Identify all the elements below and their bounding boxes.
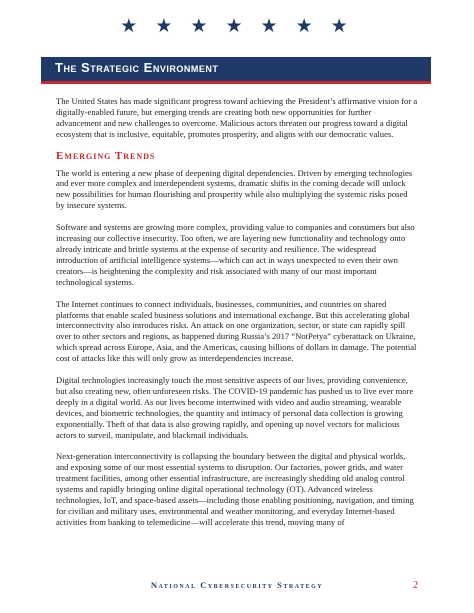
page-number: 2 <box>413 580 418 591</box>
footer-document-title: National Cybersecurity Strategy <box>150 580 324 590</box>
body-paragraph: The Internet continues to connect individuals, businesses, communities, and countries on shared platforms that enable scaled business solutions and international exchange. But this accelerating global interconnectivity also introduces risks. An attack on one organization, sector, or state can rapidly spill over to other sectors and regions, as happened during Russia’s 2017 “NotPetya” cyberattack on Ukraine, which spread across Europe, Asia, and the Americas, causing billions of dollars in damage. The potential cost of attacks like this will only grow as interdependencies increase. <box>56 298 417 364</box>
body-paragraph: Next-generation interconnectivity is collapsing the boundary between the digital and physical worlds, and exposing some of our most essential systems to disruption. Our factories, power grids, and water treatment facilities, among other essential infrastructure, are increasingly shedding old analog control systems and rapidly bringing online digital operational technology (OT). Advanced wireless technologies, IoT, and space-based assets—including those enabling positioning, navigation, and timing for civilian and military uses, environmental and weather monitoring, and everyday Internet-based activities from banking to telemedicine—will accelerate this trend, moving many of <box>56 451 414 527</box>
intro-paragraph: The United States has made significant progress toward achieving the President’s affirmative vision for a digitally-enabled future, but emerging trends are creating both new opportunities for further advancement and new challenges to overcome. Malicious actors threaten our progress toward a digital ecosystem that is inclusive, equitable, promotes prosperity, and aligns with our democratic values. <box>56 96 418 139</box>
page-footer <box>0 580 474 594</box>
body-paragraph: Digital technologies increasingly touch the most sensitive aspects of our lives, providing convenience, but also creating new, often unforeseen risks. The COVID-19 pandemic has pushed us to live ever more deeply in a digital world. As our lives become intertwined with video and audio streaming, wearable devices, and biometric technologies, the quantity and intimacy of personal data collection is growing exponentially. Theft of that data is also growing rapidly, and opening up novel vectors for malicious actors to surveil, manipulate, and blackmail individuals. <box>56 375 414 440</box>
body-paragraph: Software and systems are growing more complex, providing value to companies and consumers but also increasing our collective insecurity. Too often, we are layering new functionality and technology onto already intricate and brittle systems at the expense of security and resilience. The widespread introduction of artificial intelligence systems—which can act in ways unexpected to even their own creators—is heightening the complexity and risk associated with many of our most important technological systems. <box>56 222 415 287</box>
subsection-heading: Emerging Trends <box>56 149 156 162</box>
star-row-decoration: ★ ★ ★ ★ ★ ★ ★ <box>120 15 354 37</box>
body-paragraph: The world is entering a new phase of deepening digital dependencies. Driven by emerging technologies and ever more complex and interdependent systems, dramatic shifts in the coming decade will unlock new possibilities for human flourishing and prosperity while also multiplying the systemic risks posed by insecure systems. <box>56 167 413 211</box>
section-title: The Strategic Environment <box>55 60 219 75</box>
page-body <box>56 96 418 539</box>
section-title-banner <box>41 57 431 84</box>
